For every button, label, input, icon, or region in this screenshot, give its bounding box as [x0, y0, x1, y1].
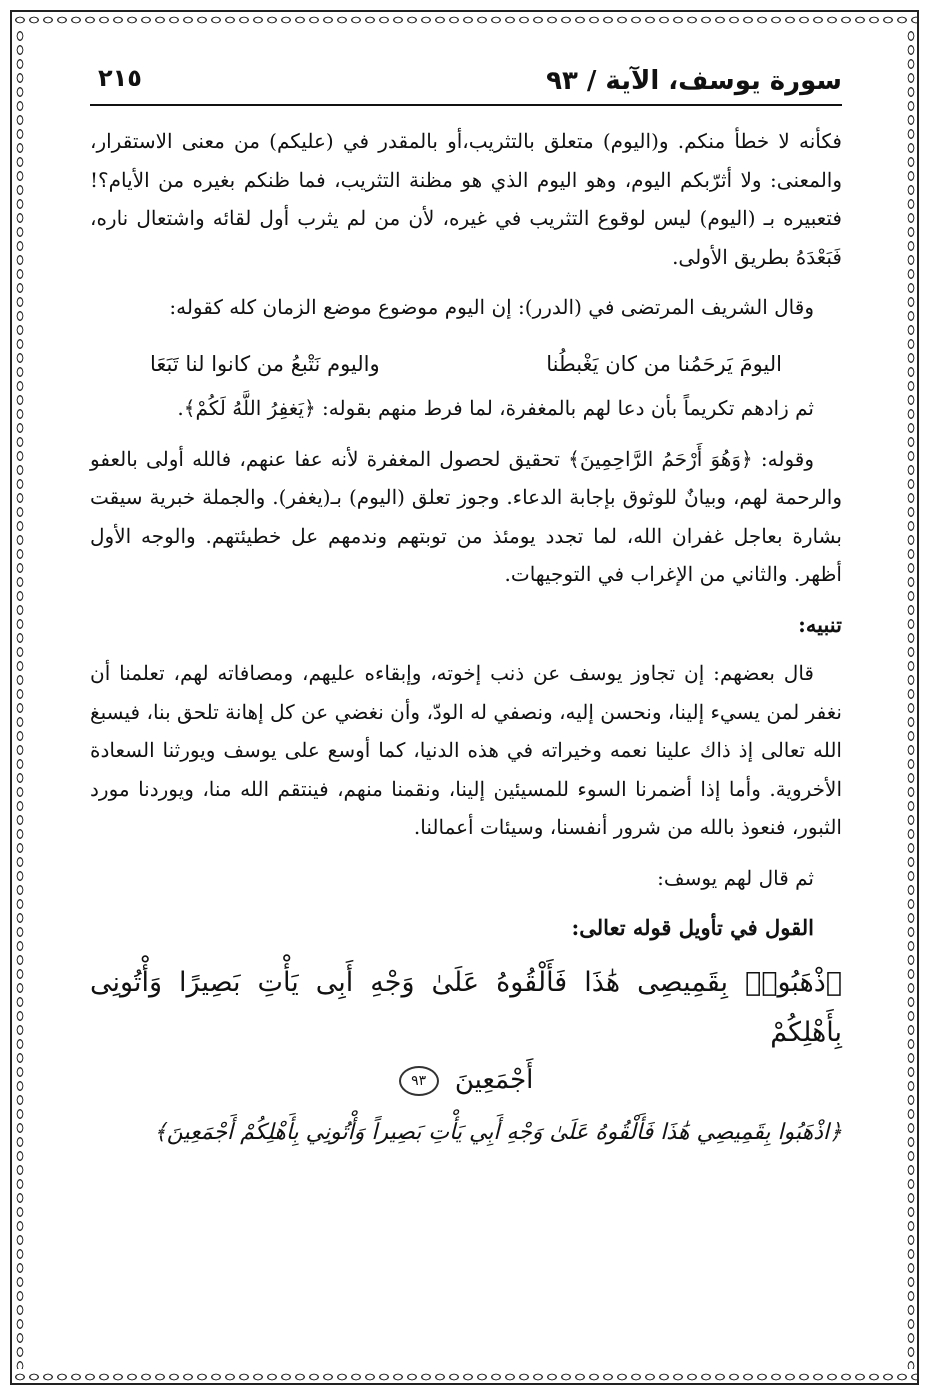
page-body [90, 122, 842, 1152]
verse-quote: ﴿اذْهَبُوا بِقَمِيصِي هَٰذَا فَأَلْقُوهُ عَلَىٰ وَجْهِ أَبِي يَأْتِ بَصِيراً وَأْتُونِي بِأَهْلِكُمْ أَجْمَعِينَ﴾ [153, 1119, 842, 1145]
page-header [90, 60, 842, 106]
quran-verse: ٱذْهَبُوا۟ بِقَمِيصِى هَٰذَا فَأَلْقُوهُ عَلَىٰ وَجْهِ أَبِى يَأْتِ بَصِيرًا وَأْتُونِى بِأَهْلِكُمْ [90, 966, 842, 1048]
page-number: ٢١٥ [98, 64, 142, 92]
decorative-border-top [12, 12, 917, 28]
ayah-number-marker: ٩٣ [399, 1066, 439, 1096]
paragraph-3: ثم زادهم تكريماً بأن دعا لهم بالمغفرة، لما فرط منهم بقوله: ﴿يَغفِرُ اللَّهُ لَكُمْ﴾. [177, 396, 814, 420]
decorative-border-left [12, 28, 28, 1369]
decorative-border-bottom [12, 1369, 917, 1385]
notice-heading: تنبيه: [798, 611, 842, 637]
page-content [90, 60, 842, 1152]
poem-verse [90, 339, 842, 390]
section-heading: القول في تأويل قوله تعالى: [571, 915, 814, 940]
paragraph-6: ثم قال لهم يوسف: [657, 865, 814, 890]
quran-verse-end [90, 1058, 842, 1102]
poem-hemistich-left: واليوم نَتْبعُ من كانوا لنا تَبَعَا [150, 351, 380, 376]
paragraph-2: وقال الشريف المرتضى في (الدرر): إن اليوم موضوع موضع الزمان كله كقوله: [169, 295, 814, 319]
quran-verse-last-word: أَجْمَعِينَ [454, 1064, 534, 1095]
paragraph-1: فكأنه لا خطأ منكم. و(اليوم) متعلق بالتثريب،أو بالمقدر في (عليكم) من معنى الاستقرار، والمعنى: ولا أثرّبكم اليوم، وهو اليوم الذي هو مظنة التثريب، فما ظنكم بغيره من الأيام؟! فتعبيره بـ (اليوم) ليس لوقوع التثريب في غيره، لأن من لم يثرب أول لقائه واشتعال ناره، فَبَعْدَهُ بطريق الأولى. [90, 129, 842, 269]
running-title: سورة يوسف، الآية / ٩٣ [546, 66, 842, 96]
poem-hemistich-right: اليومَ يَرحَمُنا من كان يَغْبطُنا [546, 351, 782, 376]
paragraph-5: قال بعضهم: إن تجاوز يوسف عن ذنب إخوته، وإبقاءه عليهم، ومصافاته لهم، تعلمنا أن نغفر لمن يسيء إلينا، ونحسن إليه، ونصفي له الودّ، وأن نغضي عن كل إهانة تلحق بنا، فيسبغ الله تعالى إذ ذاك علينا نعمه وخيراته في هذه الدنيا، كما أوسع على يوسف ويورثنا السعادة الأخروية. وأما إذا أضمرنا السوء للمسيئين إلينا، ونقمنا منهم، فينتقم الله منا، ويوردنا مورد الثبور، فنعوذ بالله من شرور أنفسنا، وسيئات أعمالنا. [90, 661, 842, 839]
decorative-border-right [903, 28, 919, 1369]
paragraph-4: وقوله: ﴿وَهُوَ أَرْحَمُ الرَّاحِمِينَ﴾ تحقيق لحصول المغفرة لأنه عفا عنهم، فالله أولى بالعفو والرحمة لهم، وبيانٌ للوثوق بإجابة الدعاء. وجوز تعلق (اليوم) بـ(يغفر). والجملة خبرية سيقت بشارة بعاجل غفران الله، لما تجدد يومئذ من توبتهم وندمهم عل خطيئتهم. والوجه الأول أظهر. والثاني من الإغراب في التوجيهات. [90, 446, 842, 586]
